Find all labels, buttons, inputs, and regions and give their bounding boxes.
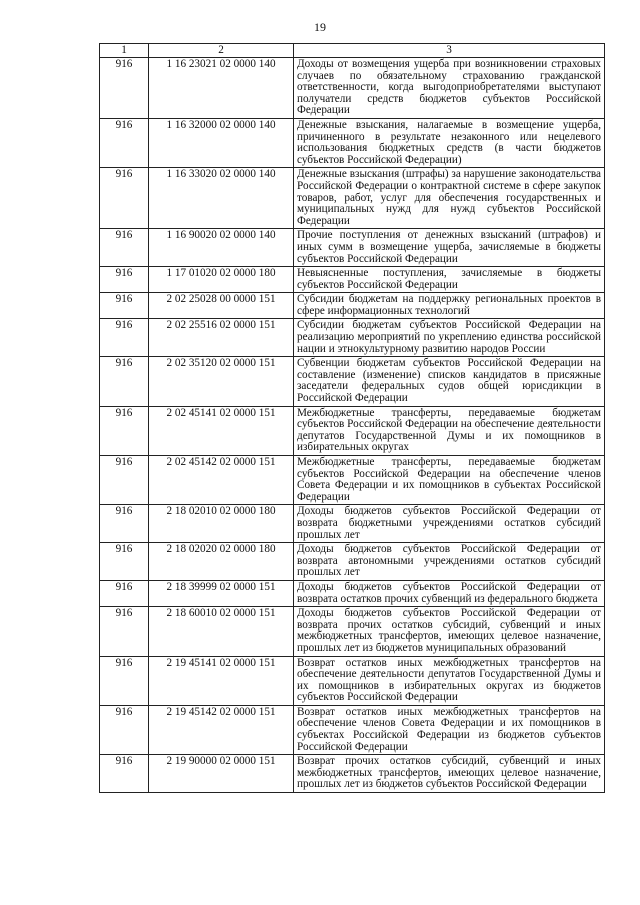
budget-code-cell: 1 16 33020 02 0000 140: [149, 168, 294, 229]
table-row: [100, 705, 605, 754]
admin-code-cell: 916: [100, 755, 149, 793]
description-cell: Доходы бюджетов субъектов Российской Федерации от возврата автономными учреждениями остатков субсидий прошлых лет: [294, 543, 605, 581]
description-cell: Возврат остатков иных межбюджетных трансфертов на обеспечение членов Совета Федерации и их помощников в субъектах Российской Федерации из бюджетов субъектов Российской Федерации: [294, 705, 605, 754]
description-cell: Межбюджетные трансферты, передаваемые бюджетам субъектов Российской Федерации на обеспечение членов Совета Федерации и их помощников в субъектах Российской Федерации: [294, 456, 605, 505]
budget-classification-table: [99, 43, 605, 793]
budget-code-cell: 2 18 60010 02 0000 151: [149, 607, 294, 656]
table-row: [100, 406, 605, 455]
page-number: 19: [314, 20, 326, 34]
admin-code-cell: 916: [100, 456, 149, 505]
admin-code-cell: 916: [100, 607, 149, 656]
table-row: [100, 656, 605, 705]
budget-code-cell: 2 19 45142 02 0000 151: [149, 705, 294, 754]
admin-code-cell: 916: [100, 168, 149, 229]
description-cell: Невыясненные поступления, зачисляемые в бюджеты субъектов Российской Федерации: [294, 267, 605, 293]
description-cell: Прочие поступления от денежных взысканий (штрафов) и иных сумм в возмещение ущерба, зачисляемые в бюджеты субъектов Российской Федерации: [294, 229, 605, 267]
table-row: [100, 755, 605, 793]
header-row: [100, 44, 605, 58]
budget-code-cell: 2 18 02010 02 0000 180: [149, 505, 294, 543]
column-header-3: 3: [294, 44, 605, 58]
admin-code-cell: 916: [100, 357, 149, 406]
table-row: [100, 168, 605, 229]
admin-code-cell: 916: [100, 580, 149, 606]
budget-code-cell: 2 18 39999 02 0000 151: [149, 580, 294, 606]
budget-code-cell: 2 19 90000 02 0000 151: [149, 755, 294, 793]
description-cell: Субсидии бюджетам субъектов Российской Федерации на реализацию мероприятий по укреплению единства российской нации и этнокультурному развитию народов России: [294, 319, 605, 357]
budget-code-cell: 2 02 45142 02 0000 151: [149, 456, 294, 505]
admin-code-cell: 916: [100, 267, 149, 293]
column-header-1: 1: [100, 44, 149, 58]
table-row: [100, 58, 605, 119]
table-row: [100, 319, 605, 357]
description-cell: Доходы бюджетов субъектов Российской Федерации от возврата остатков прочих субвенций из федерального бюджета: [294, 580, 605, 606]
admin-code-cell: 916: [100, 705, 149, 754]
admin-code-cell: 916: [100, 319, 149, 357]
budget-code-cell: 1 16 90020 02 0000 140: [149, 229, 294, 267]
budget-code-cell: 2 19 45141 02 0000 151: [149, 656, 294, 705]
budget-code-cell: 2 02 25516 02 0000 151: [149, 319, 294, 357]
budget-code-cell: 1 16 32000 02 0000 140: [149, 118, 294, 167]
admin-code-cell: 916: [100, 505, 149, 543]
budget-code-cell: 2 02 35120 02 0000 151: [149, 357, 294, 406]
admin-code-cell: 916: [100, 543, 149, 581]
table-row: [100, 456, 605, 505]
description-cell: Возврат прочих остатков субсидий, субвенций и иных межбюджетных трансфертов, имеющих целевое назначение, прошлых лет из бюджетов субъектов Российской Федерации: [294, 755, 605, 793]
description-cell: Доходы бюджетов субъектов Российской Федерации от возврата прочих остатков субсидий, субвенций и иных межбюджетных трансфертов, имеющих целевое назначение, прошлых лет из бюджетов муниципальных образований: [294, 607, 605, 656]
table-row: [100, 607, 605, 656]
description-cell: Доходы от возмещения ущерба при возникновении страховых случаев по обязательному страхованию гражданской ответственности, когда выгодоприобретателями выступают получатели средств бюджетов субъектов Российской Федерации: [294, 58, 605, 119]
table-row: [100, 229, 605, 267]
budget-code-cell: 2 02 45141 02 0000 151: [149, 406, 294, 455]
admin-code-cell: 916: [100, 656, 149, 705]
column-header-2: 2: [149, 44, 294, 58]
description-cell: Доходы бюджетов субъектов Российской Федерации от возврата бюджетными учреждениями остатков субсидий прошлых лет: [294, 505, 605, 543]
table-header: [100, 44, 605, 58]
budget-code-cell: 2 18 02020 02 0000 180: [149, 543, 294, 581]
description-cell: Денежные взыскания (штрафы) за нарушение законодательства Российской Федерации о контрактной системе в сфере закупок товаров, работ, услуг для обеспечения государственных и муниципальных нужд для нужд субъектов Российской Федерации: [294, 168, 605, 229]
admin-code-cell: 916: [100, 406, 149, 455]
table-row: [100, 580, 605, 606]
table-body: [100, 58, 605, 793]
budget-code-cell: 2 02 25028 00 0000 151: [149, 293, 294, 319]
table-row: [100, 118, 605, 167]
admin-code-cell: 916: [100, 229, 149, 267]
budget-code-cell: 1 17 01020 02 0000 180: [149, 267, 294, 293]
table-row: [100, 543, 605, 581]
description-cell: Денежные взыскания, налагаемые в возмещение ущерба, причиненного в результате незаконного или нецелевого использования бюджетных средств (в части бюджетов субъектов Российской Федерации): [294, 118, 605, 167]
table-row: [100, 357, 605, 406]
admin-code-cell: 916: [100, 293, 149, 319]
description-cell: Возврат остатков иных межбюджетных трансфертов на обеспечение деятельности депутатов Государственной Думы и их помощников в избирательных округах из бюджетов субъектов Российской Федерации: [294, 656, 605, 705]
description-cell: Межбюджетные трансферты, передаваемые бюджетам субъектов Российской Федерации на обеспечение деятельности депутатов Государственной Думы и их помощников в избирательных округах: [294, 406, 605, 455]
budget-code-cell: 1 16 23021 02 0000 140: [149, 58, 294, 119]
table-row: [100, 505, 605, 543]
description-cell: Субсидии бюджетам на поддержку региональных проектов в сфере информационных технологий: [294, 293, 605, 319]
admin-code-cell: 916: [100, 118, 149, 167]
description-cell: Субвенции бюджетам субъектов Российской Федерации на составление (изменение) списков кандидатов в присяжные заседатели федеральных судов общей юрисдикции в Российской Федерации: [294, 357, 605, 406]
table-row: [100, 293, 605, 319]
table-row: [100, 267, 605, 293]
admin-code-cell: 916: [100, 58, 149, 119]
